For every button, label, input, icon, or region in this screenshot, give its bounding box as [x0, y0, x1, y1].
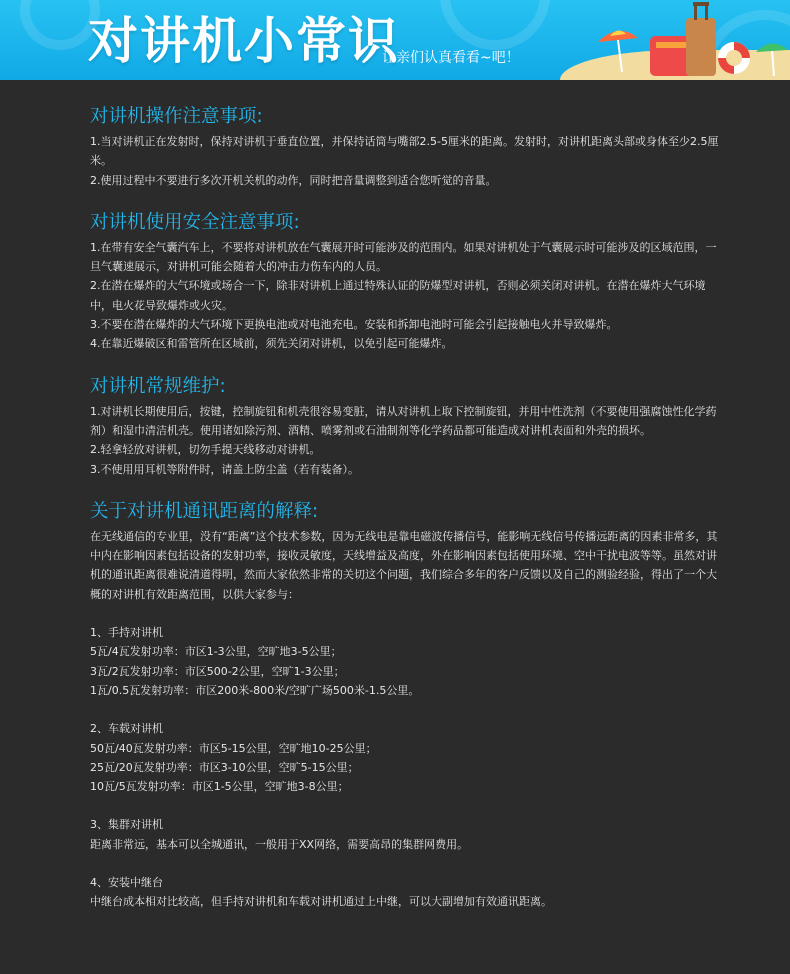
section-title: 关于对讲机通讯距离的解释: [90, 500, 319, 522]
range-line: 50瓦/40瓦发射功率：市区5-15公里，空旷地10-25公里； [90, 741, 377, 755]
paragraph: 2.使用过程中不要进行多次开机关机的动作，同时把音量调整到适合您听觉的音量。 [90, 173, 497, 187]
range-line: 3瓦/2瓦发射功率：市区500-2公里，空旷1-3公里； [90, 664, 345, 678]
range-line: 25瓦/20瓦发射功率：市区3-10公里，空旷5-15公里； [90, 760, 359, 774]
umbrella-icon [598, 30, 638, 72]
beach-illustration [590, 0, 790, 80]
paragraph: 2.在潜在爆炸的大气环境或场合一下，除非对讲机上通过特殊认证的防爆型对讲机，否则必须关闭对讲机。在潜在爆炸大气环境中，电火花导致爆炸或火灾。 [90, 279, 706, 312]
section-safety-notes [90, 210, 720, 354]
range-line: 5瓦/4瓦发射功率：市区1-3公里，空旷地3-5公里； [90, 645, 342, 659]
section-title: 对讲机常规维护: [90, 375, 226, 397]
group-heading: 2、车载对讲机 [90, 722, 163, 736]
page-subtitle: 让亲们认真看看~吧！ [382, 50, 520, 66]
paragraph: 1.在带有安全气囊汽车上，不要将对讲机放在气囊展开时可能涉及的范围内。如果对讲机处于气囊展示时可能涉及的区域范围，一旦气囊速展示，对讲机可能会随着大的冲击力伤车内的人员。 [90, 240, 717, 274]
range-line: 1瓦/0.5瓦发射功率：市区200米-800米/空旷广场500米-1.5公里。 [90, 683, 420, 697]
section-operation-notes [90, 104, 720, 190]
range-line: 10瓦/5瓦发射功率：市区1-5公里，空旷地3-8公里； [90, 780, 349, 794]
paragraph: 3.不要在潜在爆炸的大气环境下更换电池或对电池充电。安装和拆卸电池时可能会引起接触电火并导致爆炸。 [90, 318, 618, 332]
section-title: 对讲机使用安全注意事项: [90, 211, 300, 233]
paragraph: 3.不使用用耳机等附件时，请盖上防尘盖（若有装备）。 [90, 462, 359, 476]
section-title: 对讲机操作注意事项: [90, 106, 263, 127]
umbrella-icon [756, 43, 788, 76]
article-content [90, 104, 720, 932]
decorative-ring [440, 0, 550, 50]
range-group-repeater [90, 873, 720, 912]
header-banner [0, 0, 790, 80]
paragraph: 4.在靠近爆破区和雷管所在区域前，须先关闭对讲机，以免引起可能爆炸。 [90, 337, 453, 351]
luggage-icon [650, 2, 716, 76]
group-heading: 4、安装中继台 [90, 876, 163, 890]
life-ring-icon [718, 42, 750, 74]
range-group-vehicle [90, 719, 720, 796]
paragraph: 2.轻拿轻放对讲机，切勿手提天线移动对讲机。 [90, 443, 321, 457]
range-line: 距离非常远，基本可以全城通讯，一般用于XX网络，需要高昂的集群网费用。 [90, 837, 469, 851]
page-title: 对讲机小常识 [88, 12, 400, 70]
range-line: 中继台成本相对比较高，但手持对讲机和车载对讲机通过上中继，可以大副增加有效通讯距离。 [90, 895, 552, 909]
paragraph: 在无线通信的专业里，没有“距离”这个技术参数，因为无线电是靠电磁波传播信号，能影响无线信号传播远距离的因素非常多，其中内在影响因素包括设备的发射功率，接收灵敏度，天线增益及高度，外在影响因素包括使用环境、空中干扰电波等等。虽然对讲机的通讯距离很难说清道得明，然而大家依然非常的关切这个问题，我们综合多年的客户反馈以及自己的测验经验，得出了一个大概的对讲机有效距离范围，以供大家参与： [90, 529, 718, 601]
paragraph: 1.对讲机长期使用后，按键，控制旋钮和机壳很容易变脏，请从对讲机上取下控制旋钮，并用中性洗剂（不要使用强腐蚀性化学药剂）和湿巾清洁机壳。使用诸如除污剂、酒精、喷雾剂或石油制剂等化学药品都可能造成对讲机表面和外壳的损坏。 [90, 404, 717, 437]
paragraph: 1.当对讲机正在发射时，保持对讲机于垂直位置，并保持话筒与嘴部2.5-5厘米的距离。发射时，对讲机距离头部或身体至少2.5厘米。 [90, 135, 719, 168]
section-range-explanation [90, 499, 720, 912]
range-group-handheld [90, 623, 720, 700]
group-heading: 3、集群对讲机 [90, 818, 163, 832]
section-maintenance [90, 374, 720, 479]
range-group-trunking [90, 815, 720, 854]
group-heading: 1、手持对讲机 [90, 626, 163, 640]
